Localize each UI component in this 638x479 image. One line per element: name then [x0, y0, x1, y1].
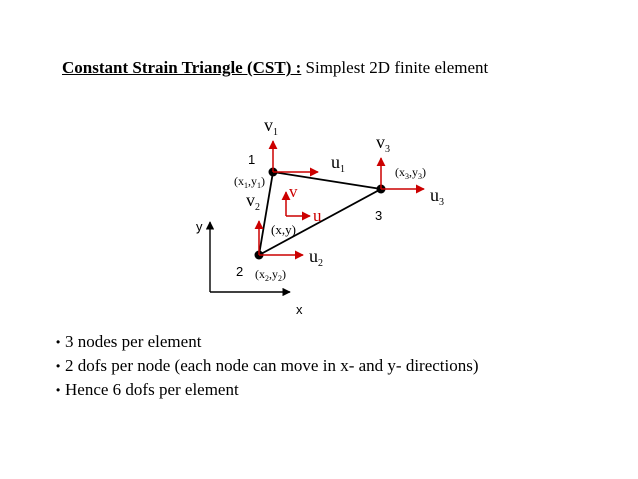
bullet-item: • 3 nodes per element: [56, 330, 479, 354]
bullet-dot-icon: •: [56, 359, 61, 373]
node-3-coordinates: $(x_3,y_3)$: [395, 165, 426, 181]
node-2-number: 2: [236, 264, 244, 279]
node-3-v-label: $v_3$: [376, 132, 390, 155]
bullet-item: • Hence 6 dofs per element: [56, 378, 479, 402]
y-axis-label: y: [196, 219, 203, 234]
node-1-v-label: $v_1$: [264, 115, 278, 138]
bullet-dot-icon: •: [56, 335, 61, 349]
node-1-number: 1: [248, 152, 256, 167]
interior-point-group: [271, 182, 322, 237]
node-3-u-label: $u_3$: [430, 185, 444, 208]
interior-v-label: v: [289, 182, 298, 201]
node-1-u-label: $u_1$: [331, 152, 345, 175]
node-3-group: [375, 132, 444, 223]
node-2-u-label: $u_2$: [309, 246, 323, 269]
node-2-coordinates: $(x_2,y_2)$: [255, 267, 286, 283]
title-main: Constant Strain Triangle (CST) :: [62, 58, 302, 77]
node-2-v-label: $v_2$: [246, 190, 260, 213]
node-3-number: 3: [375, 208, 383, 223]
bullet-item: • 2 dofs per node (each node can move in x- and y- directions): [56, 354, 479, 378]
bullet-dot-icon: •: [56, 383, 61, 397]
node-1-group: [234, 115, 345, 190]
interior-u-label: u: [313, 206, 322, 225]
interior-point-label: (x,y): [271, 222, 296, 237]
x-axis-label: x: [296, 302, 303, 317]
title-subtitle: Simplest 2D finite element: [301, 58, 489, 77]
bullet-list: [56, 330, 479, 402]
node-1-coordinates: $(x_1,y_1)$: [234, 174, 265, 190]
